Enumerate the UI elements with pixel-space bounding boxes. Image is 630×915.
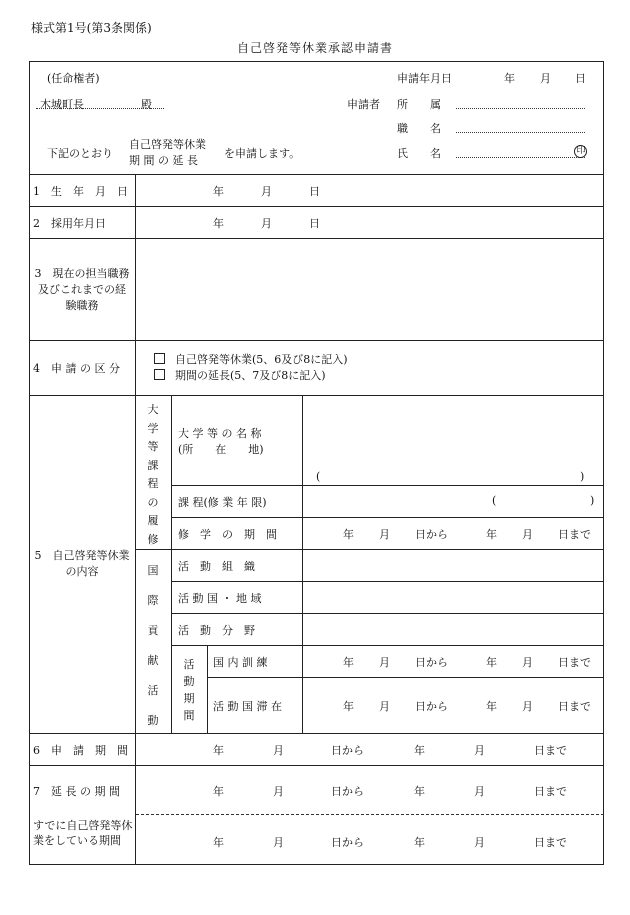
ext-to-month: 月 (474, 785, 485, 798)
type-option-leave[interactable]: 自己啓発等休業(5、6及び8に記入) (154, 351, 348, 367)
univ-name-label: 大 学 等 の 名 称 (178, 427, 262, 440)
birth-month-unit: 月 (261, 185, 272, 198)
period-group-divider (207, 645, 208, 733)
univ-location-paren-close: ) (580, 470, 585, 483)
rule-7-dashed (136, 814, 604, 815)
act-period-group-label: 活動期間 (183, 658, 195, 722)
rule-2 (29, 238, 604, 239)
hire-label: 2 採用年月日 (33, 217, 106, 230)
field-label: 活 動 分 野 (178, 624, 255, 637)
content-label: 5 自己啓発等休業の内容 (34, 549, 130, 578)
statement-option-extension: 期 間 の 延 長 (129, 154, 198, 167)
rule-5f (171, 645, 604, 646)
rule-5d (171, 581, 604, 582)
rule-3 (29, 340, 604, 341)
rule-5a (171, 485, 604, 486)
rule-top (29, 174, 604, 175)
intl-group-label: 国際貢献活動 (147, 564, 159, 727)
study-to-year: 年 (486, 528, 497, 541)
already-to-month: 月 (474, 836, 485, 849)
position-label: 職 名 (397, 122, 441, 135)
name-label: 氏 名 (397, 147, 441, 160)
study-from-month: 月 (379, 528, 390, 541)
stay-to-year: 年 (486, 700, 497, 713)
type-label: 4 申 請 の 区 分 (33, 362, 120, 375)
rule-5c (136, 549, 604, 550)
study-to-day: 日まで (558, 528, 591, 541)
type-option-extension[interactable]: 期間の延長(5、7及び8に記入) (154, 367, 326, 383)
name-field[interactable] (456, 157, 585, 158)
apply-to-year: 年 (414, 744, 425, 757)
training-to-month: 月 (522, 656, 533, 669)
stay-to-month: 月 (522, 700, 533, 713)
statement-option-leave: 自己啓発等休業 (129, 138, 206, 151)
seal-mark: 印 (576, 146, 586, 156)
training-to-year: 年 (486, 656, 497, 669)
apply-day-unit: 日 (575, 72, 586, 85)
rule-5 (29, 733, 604, 734)
already-from-year: 年 (213, 836, 224, 849)
group-divider (171, 395, 172, 733)
univ-group-label: 大学等課程の履修 (147, 403, 159, 546)
hire-year-unit: 年 (213, 217, 224, 230)
apply-year-unit: 年 (504, 72, 515, 85)
country-stay-label: 活 動 国 滞 在 (213, 700, 282, 713)
training-from-month: 月 (379, 656, 390, 669)
apply-from-day: 日から (331, 744, 364, 757)
rule-1 (29, 206, 604, 207)
stay-from-month: 月 (379, 700, 390, 713)
apply-period-label: 6 申 請 期 間 (33, 744, 128, 757)
ext-period-label: 7 延 長 の 期 間 (33, 785, 120, 798)
ext-from-year: 年 (213, 785, 224, 798)
study-period-label: 修 学 の 期 間 (178, 528, 277, 541)
dept-field[interactable] (456, 108, 585, 109)
rule-5b (171, 517, 604, 518)
apply-date-label: 申請年月日 (397, 72, 452, 85)
statement-prefix: 下記のとおり (47, 147, 113, 160)
apply-from-year: 年 (213, 744, 224, 757)
apply-month-unit: 月 (540, 72, 551, 85)
training-from-year: 年 (343, 656, 354, 669)
statement-suffix: を申請します。 (224, 147, 301, 160)
checkbox-leave[interactable] (154, 353, 165, 364)
applicant-label: 申請者 (347, 98, 380, 111)
birth-year-unit: 年 (213, 185, 224, 198)
item-divider (302, 395, 303, 733)
course-label: 課 程(修 業 年 限) (178, 496, 267, 509)
page-title: 自己啓発等休業承認申請書 (236, 41, 393, 55)
appointer-label: (任命権者) (47, 72, 100, 85)
apply-to-day: 日まで (534, 744, 567, 757)
hire-month-unit: 月 (261, 217, 272, 230)
training-to-day: 日まで (558, 656, 591, 669)
already-to-year: 年 (414, 836, 425, 849)
rule-5e (171, 613, 604, 614)
addressee-line (36, 108, 164, 109)
study-from-day: 日から (415, 528, 448, 541)
study-to-month: 月 (522, 528, 533, 541)
domestic-training-label: 国 内 訓 練 (213, 656, 268, 669)
checkbox-extension[interactable] (154, 369, 165, 380)
position-field[interactable] (456, 132, 585, 133)
stay-from-year: 年 (343, 700, 354, 713)
univ-location-label: (所 在 地) (178, 443, 264, 456)
already-from-day: 日から (331, 836, 364, 849)
label-column-divider (135, 174, 136, 865)
study-from-year: 年 (343, 528, 354, 541)
country-label: 活 動 国 ・ 地 域 (178, 592, 262, 605)
rule-5g (207, 677, 604, 678)
already-period-label: すでに自己啓発等休業をしている期間 (33, 819, 133, 847)
ext-to-day: 日まで (534, 785, 567, 798)
stay-from-day: 日から (415, 700, 448, 713)
ext-from-month: 月 (273, 785, 284, 798)
ext-to-year: 年 (414, 785, 425, 798)
training-from-day: 日から (415, 656, 448, 669)
course-paren-close: ) (590, 494, 595, 507)
already-from-month: 月 (273, 836, 284, 849)
course-paren-open: ( (492, 494, 497, 507)
apply-to-month: 月 (474, 744, 485, 757)
honorific: 殿 (141, 98, 152, 111)
org-label: 活 動 組 織 (178, 560, 255, 573)
stay-to-day: 日まで (558, 700, 591, 713)
birth-day-unit: 日 (309, 185, 320, 198)
birth-label: 1 生 年 月 日 (33, 185, 128, 198)
dept-label: 所 属 (397, 98, 441, 111)
ext-from-day: 日から (331, 785, 364, 798)
rule-6 (29, 765, 604, 766)
already-to-day: 日まで (534, 836, 567, 849)
addressee: 木城町長 (40, 98, 84, 111)
rule-4 (29, 395, 604, 396)
hire-day-unit: 日 (309, 217, 320, 230)
form-number: 様式第1号(第3条関係) (31, 21, 152, 35)
univ-location-paren-open: ( (316, 470, 321, 483)
apply-from-month: 月 (273, 744, 284, 757)
duty-label: 3 現在の担当職務及びこれまでの経験職務 (34, 267, 130, 312)
